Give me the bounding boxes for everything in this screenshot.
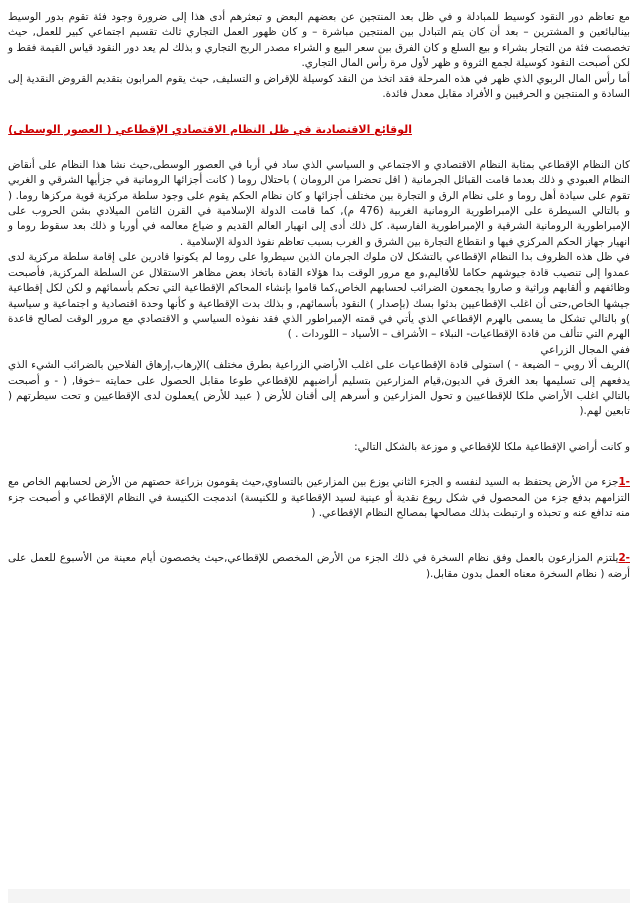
rural-paragraph: )الريف ألا روبي – الضيعة - ) استولى قادة الإقطاعيات على اغلب الأراضي الزراعية بطرق مختلف )الإرهاب,إرهاق الفلاحين بالضرائب الشيء الذي يدفعهم إلى تسليمها بعد الغرق في الديون,قيام المزارعين بتسليم أراضيهم للإقطاعي طوعا مقابل الحصول على حمايته –خوفا, ( - و أصبحت بالتالي اغلب الأراضي ملكا للإقطاعيين و تحول المزارعين و أسرهم إلى أقنان للأرض ( عبيد للأرض )يعملون لدى الإقطاعيين و تحت سيطرتهم ( تابعين لهم.( — [8, 359, 630, 418]
section-title: الوقائع الاقتصادية في ظل النظام الاقتصادي الإقطاعي ( العصور الوسطى) — [8, 123, 412, 137]
land-intro: و كانت أراضي الإقطاعية ملكا للإقطاعي و موزعة بالشكل التالي: — [354, 440, 630, 453]
intro-paragraph: مع تعاظم دور النقود كوسيط للمبادلة و في ظل بعد المنتجين عن بعضهم البعض و تبعثرهم أدى هذا إلى ضرورة وجود فئة تقوم بدور الوسيط بينالبائعين و المشترين – بعد أن كان يتم التبادل بين المنتجين مباشرة – و كان ظهور العمل التجاري ثالث تقسيم اجتماعي كبير للعمل, حيث تخصصت فئة من التجار بشراء و بيع السلع و كان الفرق بين سعر البيع و الشراء مصدر الربح التجاري و بذلك لم يعد دور النقود قياس القيمة فقط و لكن أصبحت النقود كوسيلة لجمع الثروة و ظهر لأول مرة رأس المال التجاري. — [8, 11, 630, 70]
usury-paragraph: أما رأس المال الربوي الذي ظهر في هذه المرحلة فقد اتخذ من النقد كوسيلة للإقراض و التسليف, حيث يقوم المرابون بتقديم القروض النقدية إلى السادة و المنتجين و الحرفيين و الأفراد مقابل معدل فائدة. — [8, 72, 630, 101]
page-bottom-strip — [8, 889, 630, 903]
item-1-text: جزء من الأرض يحتفظ به السيد لنفسه و الجزء الثاني يوزع بين المزارعين بالتساوي,حيث يقومون بزراعة حصتهم من الأرض لحسابهم الخاص مع التزامهم بدفع جزء من المحصول في شكل ريوع نقدية أو عينية لسيد الإقطاعية و للكنيسة) اندمجت الكنيسة في النظام الإقطاعي و أصبحت جزء منه تدافع عنه و تحبذه و ارتبطت بذلك مصالحها بمصالح النظام الإقطاعي. ( — [8, 476, 630, 519]
list-item-2 — [8, 551, 630, 582]
item-2-text: يلتزم المزارعون بالعمل وفق نظام السخرة في ذلك الجزء من الأرض المخصص للإقطاعي,حيث يخصصون أيام معينة من الأسبوع للعمل على أرضه ( نظام السخرة معناه العمل بدون مقابل.( — [8, 552, 630, 580]
list-item-1 — [8, 475, 630, 521]
document-page — [8, 10, 630, 582]
item-1-number: -1 — [618, 476, 630, 489]
rural-heading: ففي المجال الزراعي — [540, 343, 630, 356]
feudal-paragraph-2: في ظل هذه الظروف بدا النظام الإقطاعي بالتشكل لان ملوك الجرمان الذين سيطروا على روما لم يكونوا قادرين على إقامة سلطة مركزية لدى عمدوا إلى تنصيب قادة جيوشهم حكاما للأقاليم,و مع مرور الوقت بدا هؤلاء القادة باتخاذ بعض مظاهر الاستقلال عن السلطة المركزية, فأصبحت وظائفهم و ألقابهم وراثية و صاروا يجمعون الضرائب لحسابهم الخاص,كما قاموا بإنشاء المحاكم الإقطاعية التي تحكم بأسمائهم و لكن لكل إقطاعية جيشها الخاص,حتى أن اغلب الإقطاعيين بدئوا بسك (بإصدار ) النقود بأسمائهم, و بذلك بدت الإقطاعية و كأنها وحدة اقتصادية و اجتماعية و سياسية )و بالتالي تشكل ما يسمى بالهرم الإقطاعي الذي يأتي في قمته الإمبراطور الذي فقد نفوذه السياسي و الاقتصادي مع مرور الوقت لصالح قاعدة الهرم التي تتألف من قادة الإقطاعيات- النبلاء – الأشراف – الأسياد – اللوردات . ) — [8, 251, 630, 341]
item-2-number: -2 — [618, 552, 630, 565]
feudal-paragraph-1: كان النظام الإقطاعي بمثابة النظام الاقتصادي و الاجتماعي و السياسي الذي ساد في أربا في العصور الوسطى,حيث نشا هذا النظام على أنقاض النظام العبودي و ذلك بعدما قامت القبائل الجرمانية ( اقل تحضرا من الرومان ) باحتلال روما ( كانت أجزائها الرومانية في جزأيها الشرقي و الغربي تقوم على سيادة أهل روما و على نظام الرق و التجارة بين مختلف أجزائها و كان نظام الحكم يقوم على وجود سلطة مركزية قوية مركزها روما. ( و بالتالي السيطرة على الإمبراطورية الرومانية الغربية (476 م), كما قامت الدولة الإسلامية في القرن الثامن الميلادي بشن الحروب على الإمبراطورية الرومانية الشرقية و الإمبراطورية الفارسية. كل ذلك أدى إلى انهيار العالم القديم و ضياع معالمه في أوربا و ذلك بعد سقوط روما و انهيار جهاز الحكم المركزي فيها و انقطاع التجارة بين الشرق و الغرب بسبب تعاظم نفوذ الدولة الإسلامية . — [8, 158, 630, 248]
